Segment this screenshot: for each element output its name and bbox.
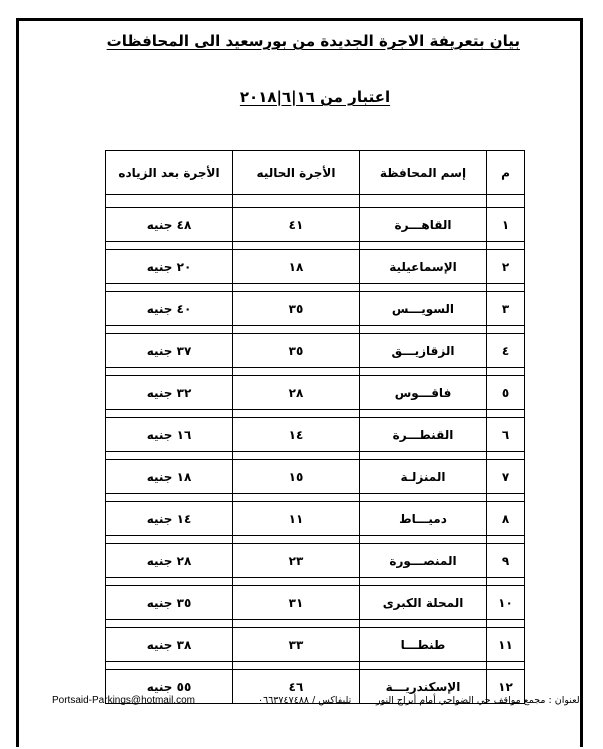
fares-table xyxy=(105,150,525,704)
row-number-cell: ٦ xyxy=(487,418,525,452)
governorate-cell: دميـــاط xyxy=(360,502,487,536)
table-row xyxy=(106,418,525,452)
row-gap xyxy=(106,662,525,670)
current-fare-cell: ٤١ xyxy=(233,208,360,242)
row-number-cell: ١٠ xyxy=(487,586,525,620)
row-gap xyxy=(106,578,525,586)
new-fare-cell: ١٨ جنيه xyxy=(106,460,233,494)
row-gap xyxy=(106,242,525,250)
new-fare-cell: ٢٨ جنيه xyxy=(106,544,233,578)
row-number-cell: ١١ xyxy=(487,628,525,662)
header-new-fare: الأجرة بعد الزياده xyxy=(106,151,233,195)
row-number-cell: ٤ xyxy=(487,334,525,368)
document-title: بيان بتعريفة الاجرة الجديدة من بورسعيد الى المحافظات xyxy=(106,32,520,50)
table-row xyxy=(106,502,525,536)
current-fare-cell: ١١ xyxy=(233,502,360,536)
table-row xyxy=(106,586,525,620)
row-gap xyxy=(106,620,525,628)
governorate-cell: المحلة الكبرى xyxy=(360,586,487,620)
governorate-cell: القاهـــرة xyxy=(360,208,487,242)
governorate-cell: فاقـــوس xyxy=(360,376,487,410)
table-row xyxy=(106,334,525,368)
current-fare-cell: ٣٥ xyxy=(233,334,360,368)
row-number-cell: ٨ xyxy=(487,502,525,536)
table-row xyxy=(106,208,525,242)
new-fare-cell: ١٦ جنيه xyxy=(106,418,233,452)
new-fare-cell: ٤٨ جنيه xyxy=(106,208,233,242)
current-fare-cell: ١٥ xyxy=(233,460,360,494)
header-governorate: إسم المحافظة xyxy=(360,151,487,195)
header-current-fare: الأجرة الحاليه xyxy=(233,151,360,195)
table-row xyxy=(106,628,525,662)
row-gap xyxy=(106,326,525,334)
current-fare-cell: ٤٦ xyxy=(233,670,360,704)
row-gap xyxy=(106,494,525,502)
footer-address: لعنوان : مجمع مواقف حي الضواحي أمام أبراج النور xyxy=(376,695,580,706)
table-row xyxy=(106,376,525,410)
table-header-row xyxy=(106,151,525,195)
governorate-cell: المنزلـة xyxy=(360,460,487,494)
table-row xyxy=(106,250,525,284)
row-number-cell: ٧ xyxy=(487,460,525,494)
new-fare-cell: ١٤ جنيه xyxy=(106,502,233,536)
current-fare-cell: ١٨ xyxy=(233,250,360,284)
row-number-cell: ١٢ xyxy=(487,670,525,704)
new-fare-cell: ٣٨ جنيه xyxy=(106,628,233,662)
row-gap xyxy=(106,410,525,418)
new-fare-cell: ٣٧ جنيه xyxy=(106,334,233,368)
row-gap xyxy=(106,452,525,460)
governorate-cell: المنصـــورة xyxy=(360,544,487,578)
row-number-cell: ٢ xyxy=(487,250,525,284)
current-fare-cell: ٢٨ xyxy=(233,376,360,410)
row-number-cell: ١ xyxy=(487,208,525,242)
row-number-cell: ٩ xyxy=(487,544,525,578)
header-number: م xyxy=(487,151,525,195)
new-fare-cell: ٣٢ جنيه xyxy=(106,376,233,410)
table-row xyxy=(106,544,525,578)
header-spacer-row xyxy=(106,195,525,208)
new-fare-cell: ٤٠ جنيه xyxy=(106,292,233,326)
current-fare-cell: ٣٣ xyxy=(233,628,360,662)
row-gap xyxy=(106,536,525,544)
footer-fax: تليفاكس / ٠٦٦٣٧٤٧٤٨٨ xyxy=(258,695,352,706)
row-number-cell: ٣ xyxy=(487,292,525,326)
governorate-cell: الزقازيـــق xyxy=(360,334,487,368)
governorate-cell: السويـــس xyxy=(360,292,487,326)
row-gap xyxy=(106,368,525,376)
governorate-cell: الإسكندريـــة xyxy=(360,670,487,704)
governorate-cell: طنطـــا xyxy=(360,628,487,662)
governorate-cell: الإسماعيلية xyxy=(360,250,487,284)
new-fare-cell: ٣٥ جنيه xyxy=(106,586,233,620)
current-fare-cell: ٢٣ xyxy=(233,544,360,578)
current-fare-cell: ٣٥ xyxy=(233,292,360,326)
current-fare-cell: ٣١ xyxy=(233,586,360,620)
table-row xyxy=(106,292,525,326)
document-subtitle: اعتبار من ١٦|٦|٢٠١٨ xyxy=(239,88,391,106)
footer-email: Portsaid-Parkings@hotmail.com xyxy=(52,695,195,706)
row-gap xyxy=(106,284,525,292)
governorate-cell: القنطـــرة xyxy=(360,418,487,452)
new-fare-cell: ٥٥ جنيه xyxy=(106,670,233,704)
row-number-cell: ٥ xyxy=(487,376,525,410)
current-fare-cell: ١٤ xyxy=(233,418,360,452)
new-fare-cell: ٢٠ جنيه xyxy=(106,250,233,284)
table-row xyxy=(106,460,525,494)
